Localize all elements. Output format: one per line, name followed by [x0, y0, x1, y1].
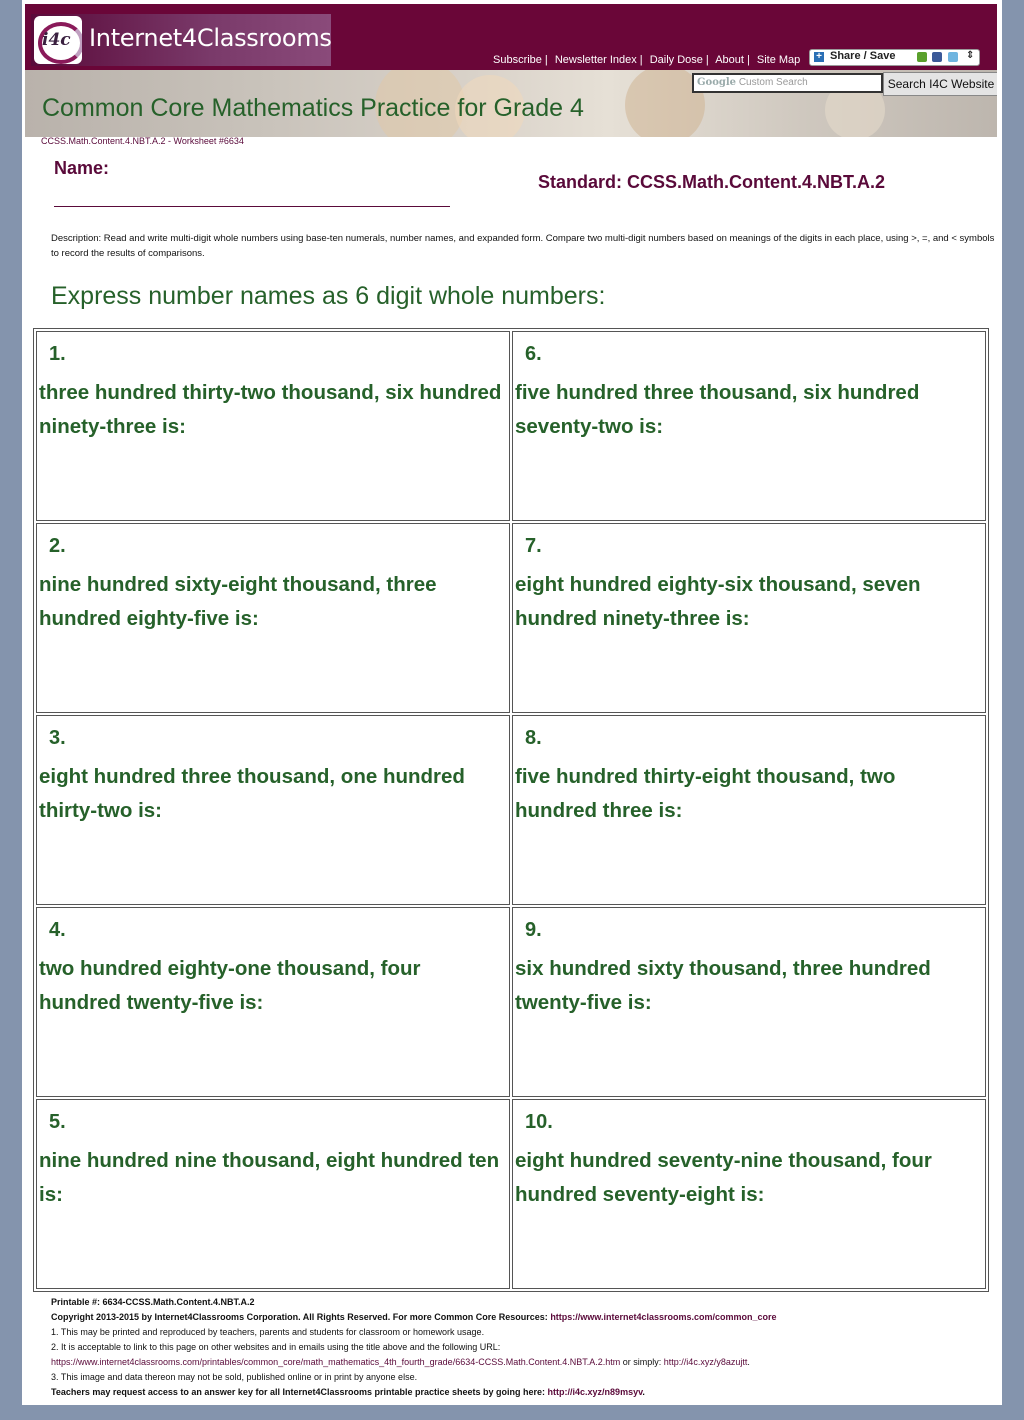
site-logo[interactable] [31, 14, 331, 66]
problem-cell [36, 1099, 510, 1289]
problem-cell [512, 523, 986, 713]
problem-text: five hundred thirty-eight thousand, two hundred three is: [515, 765, 896, 822]
chevron-updown-icon: ⇕ [966, 50, 975, 61]
site-header [25, 4, 997, 70]
name-answer-line [54, 206, 450, 207]
problem-number: 10. [525, 1111, 553, 1133]
instructions: Express number names as 6 digit whole numbers: [51, 282, 606, 310]
nav-link-site-map[interactable]: Site Map [756, 54, 801, 66]
logo-text: Internet4Classrooms [89, 24, 332, 52]
copyright: Copyright 2013-2015 by Internet4Classrooms Corporation. All Rights Reserved. For more Common Core Resources: https://www.internet4classrooms.com/common_core [51, 1312, 777, 1322]
facebook-icon [932, 52, 942, 62]
plus-icon: + [814, 52, 824, 62]
problem-grid [33, 328, 989, 1292]
answer-key-link[interactable]: http://i4c.xyz/n89msyv [547, 1387, 643, 1397]
usage-note-1: 1. This may be printed and reproduced by teachers, parents and students for classroom or homework usage. [51, 1327, 485, 1337]
problem-number: 5. [49, 1111, 66, 1133]
problem-text: two hundred eighty-one thousand, four hundred twenty-five is: [39, 957, 421, 1014]
problem-text: eight hundred eighty-six thousand, seven hundred ninety-three is: [515, 573, 921, 630]
name-label: Name: [54, 158, 110, 178]
nav-link-subscribe[interactable]: Subscribe [493, 54, 542, 66]
problem-text: six hundred sixty thousand, three hundred twenty-five is: [515, 957, 931, 1014]
printable-number: Printable #: 6634-CCSS.Math.Content.4.NBT.A.2 [51, 1297, 255, 1307]
nav-link-daily-dose[interactable]: Daily Dose [649, 54, 703, 66]
problem-text: nine hundred nine thousand, eight hundred ten is: [39, 1149, 500, 1206]
share-save-button[interactable]: + Share / Save ⇕ [809, 49, 980, 66]
problem-cell [512, 331, 986, 521]
problem-cell [512, 1099, 986, 1289]
search-input[interactable]: Google Custom Search [692, 73, 883, 93]
footer [51, 1295, 991, 1400]
share-icon [917, 52, 927, 62]
page [22, 0, 1002, 1405]
problem-number: 7. [525, 535, 542, 557]
problem-text: eight hundred seventy-nine thousand, four hundred seventy-eight is: [515, 1149, 932, 1206]
problem-number: 9. [525, 919, 542, 941]
problem-number: 8. [525, 727, 542, 749]
description: Description: Read and write multi-digit whole numbers using base-ten numerals, number names, and expanded form. Compare two multi-digit numbers based on meanings of the digits in each place, using >, =, and < symbols to record the results of comparisons. [51, 233, 995, 259]
problem-text: eight hundred three thousand, one hundred thirty-two is: [39, 765, 465, 822]
problem-cell [36, 715, 510, 905]
top-nav: Subscribe | Newsletter Index | Daily Dose | About | Site Map [493, 54, 801, 66]
worksheet-url-link[interactable]: https://www.internet4classrooms.com/printables/common_core/math_mathematics_4th_fourth_grade/6634-CCSS.Math.Content.4.NBT.A.2.htm [51, 1357, 621, 1367]
problem-cell [36, 907, 510, 1097]
i4c-logo-icon: i4c [34, 16, 82, 64]
common-core-link[interactable]: https://www.internet4classrooms.com/common_core [550, 1312, 777, 1322]
problem-cell [512, 715, 986, 905]
answer-key-note: Teachers may request access to an answer key for all Internet4Classrooms printable practice sheets by going here: http://i4c.xyz/n89msyv. [51, 1387, 645, 1397]
page-title: Common Core Mathematics Practice for Grade 4 [42, 94, 584, 122]
problem-number: 1. [49, 343, 66, 365]
standard-label: Standard: CCSS.Math.Content.4.NBT.A.2 [538, 172, 886, 192]
twitter-icon [948, 52, 958, 62]
nav-link-newsletter-index[interactable]: Newsletter Index [554, 54, 637, 66]
problem-number: 2. [49, 535, 66, 557]
problem-number: 4. [49, 919, 66, 941]
worksheet-url-line: https://www.internet4classrooms.com/printables/common_core/math_mathematics_4th_fourth_grade/6634-CCSS.Math.Content.4.NBT.A.2.htm or simply: http://i4c.xyz/y8azujtt. [51, 1357, 750, 1367]
problem-number: 3. [49, 727, 66, 749]
search-button[interactable]: Search I4C Website [883, 72, 997, 96]
usage-note-3: 3. This image and data thereon may not be sold, published online or in print by anyone else. [51, 1372, 418, 1382]
problem-text: five hundred three thousand, six hundred seventy-two is: [515, 381, 920, 438]
short-url-link[interactable]: http://i4c.xyz/y8azujtt [663, 1357, 748, 1367]
breadcrumb: CCSS.Math.Content.4.NBT.A.2 - Worksheet #6634 [41, 136, 244, 146]
problem-text: nine hundred sixty-eight thousand, three hundred eighty-five is: [39, 573, 437, 630]
problem-cell [512, 907, 986, 1097]
problem-text: three hundred thirty-two thousand, six hundred ninety-three is: [39, 381, 502, 438]
problem-cell [36, 331, 510, 521]
problem-number: 6. [525, 343, 542, 365]
banner [25, 70, 997, 137]
problem-cell [36, 523, 510, 713]
usage-note-2: 2. It is acceptable to link to this page on other websites and in emails using the title above and the following URL: [51, 1342, 501, 1352]
nav-link-about[interactable]: About [715, 54, 744, 66]
